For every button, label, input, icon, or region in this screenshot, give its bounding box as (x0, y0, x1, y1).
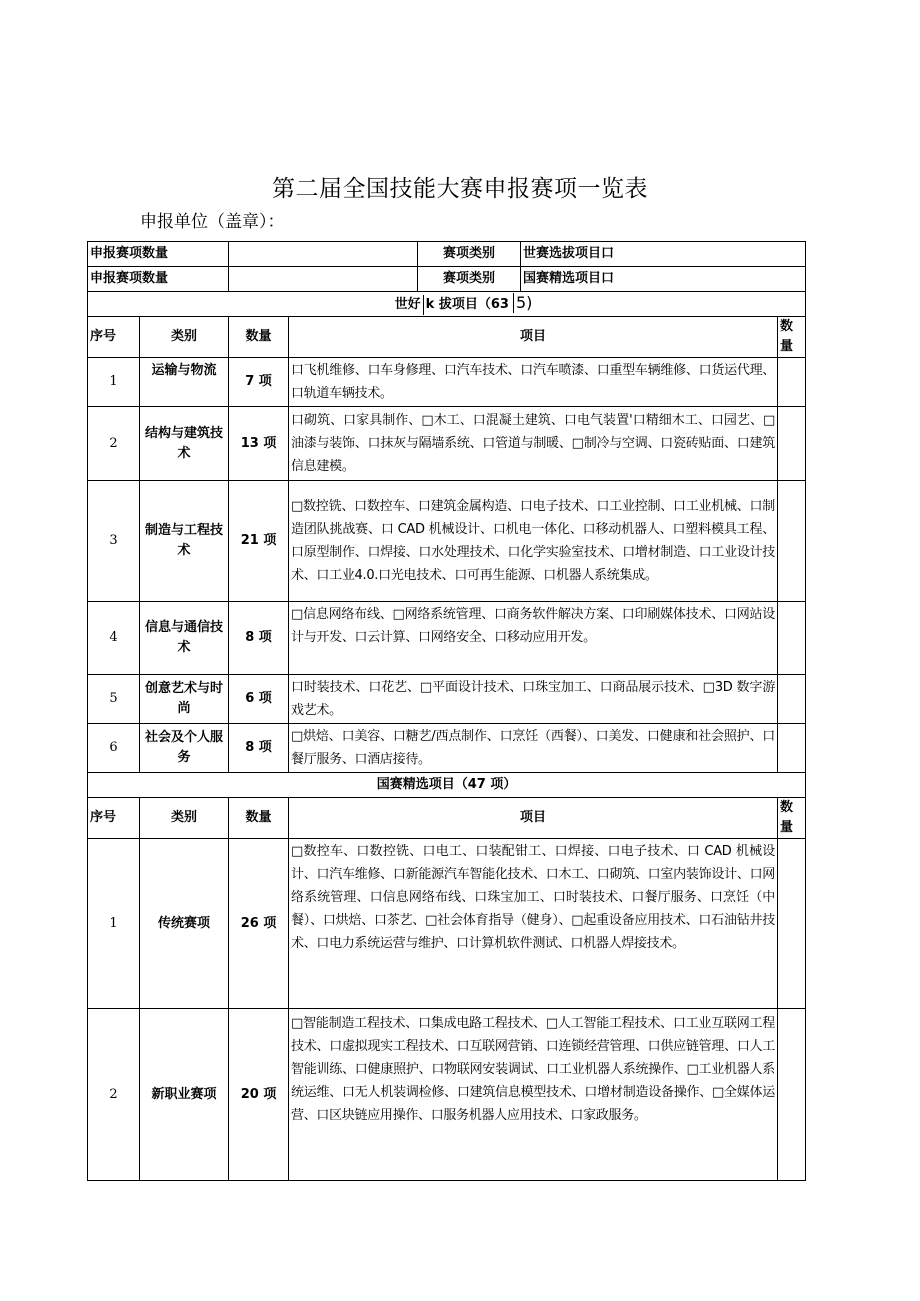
table-row (88, 839, 806, 1009)
row-category: 运输与物流 (140, 358, 229, 407)
row-count: 6 项 (229, 675, 289, 724)
page-title: 第二届全国技能大赛申报赛项一览表 (272, 176, 648, 202)
table-row (88, 1009, 806, 1181)
section1-title-c: 5) (513, 293, 532, 313)
row-items: □数控铣、口数控车、口建筑金属构造、口电子技术、口工业控制、口工业机械、口制造团队挑战赛、口 CAD 机械设计、口机电一体化、口移动机器人、口塑料模具工程、口原型制作、口焊接、口水处理技术、口化学实验室技术、口增材制造、口工业设计技术、口工业4.0.口光电技术、口可再生能源、口机器人系统集成。 (289, 481, 778, 602)
header-count: 数量 (229, 798, 289, 839)
column-header-row (88, 317, 806, 358)
row-category: 制造与工程技术 (140, 481, 229, 602)
row-qty-field[interactable] (778, 358, 806, 407)
info-type-value[interactable]: 国赛精选项目口 (521, 267, 806, 292)
row-items: □数控车、口数控铣、口电工、口装配钳工、口焊接、口电子技术、口 CAD 机械设计、口汽车维修、口新能源汽车智能化技术、口木工、口砌筑、口室内装饰设计、口网络系统管理、口信息网络布线、口珠宝加工、口时装技术、口餐厅服务、口烹饪（中餐）、口烘焙、口茶艺、□社会体育指导（健身）、□起重设备应用技术、口石油钻井技术、口电力系统运营与维护、口计算机软件测试、口机器人焊接技术。 (289, 839, 778, 1009)
row-category: 社会及个人服务 (140, 724, 229, 773)
row-qty-field[interactable] (778, 407, 806, 481)
row-items: □烘焙、口美容、口糖艺/西点制作、口烹饪（西餐）、口美发、口健康和社会照护、口餐厅服务、口酒店接待。 (289, 724, 778, 773)
section1-title-b: k 拔项目（63 (423, 295, 509, 315)
info-row (88, 267, 806, 292)
header-no: 序号 (88, 798, 140, 839)
row-count: 21 项 (229, 481, 289, 602)
info-row (88, 242, 806, 267)
row-no: 5 (88, 675, 140, 724)
header-count: 数量 (229, 317, 289, 358)
row-qty-field[interactable] (778, 675, 806, 724)
entries-table (87, 241, 806, 1181)
header-items: 项目 (289, 798, 778, 839)
row-category: 信息与通信技术 (140, 602, 229, 675)
row-no: 6 (88, 724, 140, 773)
row-category: 传统赛项 (140, 839, 229, 1009)
row-count: 8 项 (229, 724, 289, 773)
row-category: 结构与建筑技术 (140, 407, 229, 481)
row-qty-field[interactable] (778, 602, 806, 675)
section-header (88, 292, 806, 317)
row-no: 2 (88, 1009, 140, 1181)
row-count: 13 项 (229, 407, 289, 481)
table-row (88, 358, 806, 407)
table-row (88, 602, 806, 675)
row-category: 创意艺术与时尚 (140, 675, 229, 724)
row-count: 20 项 (229, 1009, 289, 1181)
header-items: 项目 (289, 317, 778, 358)
section2-title: 国赛精选项目（47 项） (88, 773, 806, 798)
table-row (88, 675, 806, 724)
info-type-label: 赛项类别 (418, 267, 521, 292)
info-type-value[interactable]: 世赛选拔项目口 (521, 242, 806, 267)
row-items: □智能制造工程技术、口集成电路工程技术、□人工智能工程技术、口工业互联网工程技术、口虚拟现实工程技术、口互联网营销、口连锁经营管理、口供应链管理、口人工智能训练、口健康照护、口物联网安装调试、口工业机器人系统操作、□工业机器人系统运维、口无人机装调检修、口建筑信息模型技术、口增材制造设备操作、□全媒体运营、口区块链应用操作、口服务机器人应用技术、口家政服务。 (289, 1009, 778, 1181)
row-no: 4 (88, 602, 140, 675)
row-items: 口时装技术、口花艺、□平面设计技术、口珠宝加工、口商品展示技术、□3D 数字游戏艺术。 (289, 675, 778, 724)
row-no: 1 (88, 358, 140, 407)
section-header (88, 773, 806, 798)
header-category: 类别 (140, 317, 229, 358)
table-row (88, 724, 806, 773)
row-items: 口砌筑、口家具制作、□木工、口混凝土建筑、口电气装置'口精细木工、口园艺、□油漆与装饰、口抹灰与隔墙系统、口管道与制暖、□制冷与空调、口瓷砖贴面、口建筑信息建模。 (289, 407, 778, 481)
row-qty-field[interactable] (778, 839, 806, 1009)
header-qty: 数量 (778, 317, 806, 358)
row-count: 26 项 (229, 839, 289, 1009)
row-qty-field[interactable] (778, 724, 806, 773)
row-no: 1 (88, 839, 140, 1009)
table-row (88, 481, 806, 602)
row-count: 7 项 (229, 358, 289, 407)
row-no: 3 (88, 481, 140, 602)
column-header-row (88, 798, 806, 839)
table-row (88, 407, 806, 481)
row-qty-field[interactable] (778, 1009, 806, 1181)
info-label: 申报赛项数量 (88, 242, 229, 267)
info-value-field[interactable] (229, 242, 418, 267)
header-qty: 数量 (778, 798, 806, 839)
row-qty-field[interactable] (778, 481, 806, 602)
row-no: 2 (88, 407, 140, 481)
row-items: 口飞机维修、口车身修理、口汽车技术、口汽车喷漆、口重型车辆维修、口货运代理、口轨道车辆技术。 (289, 358, 778, 407)
unit-label: 申报单位（盖章）： (140, 212, 285, 232)
header-no: 序号 (88, 317, 140, 358)
info-value-field[interactable] (229, 267, 418, 292)
row-count: 8 项 (229, 602, 289, 675)
header-category: 类别 (140, 798, 229, 839)
row-items: □信息网络布线、□网络系统管理、口商务软件解决方案、口印刷媒体技术、口网站设计与开发、口云计算、口网络安全、口移动应用开发。 (289, 602, 778, 675)
info-label: 申报赛项数量 (88, 267, 229, 292)
row-category: 新职业赛项 (140, 1009, 229, 1181)
section1-title-a: 世好 (394, 297, 421, 312)
info-type-label: 赛项类别 (418, 242, 521, 267)
